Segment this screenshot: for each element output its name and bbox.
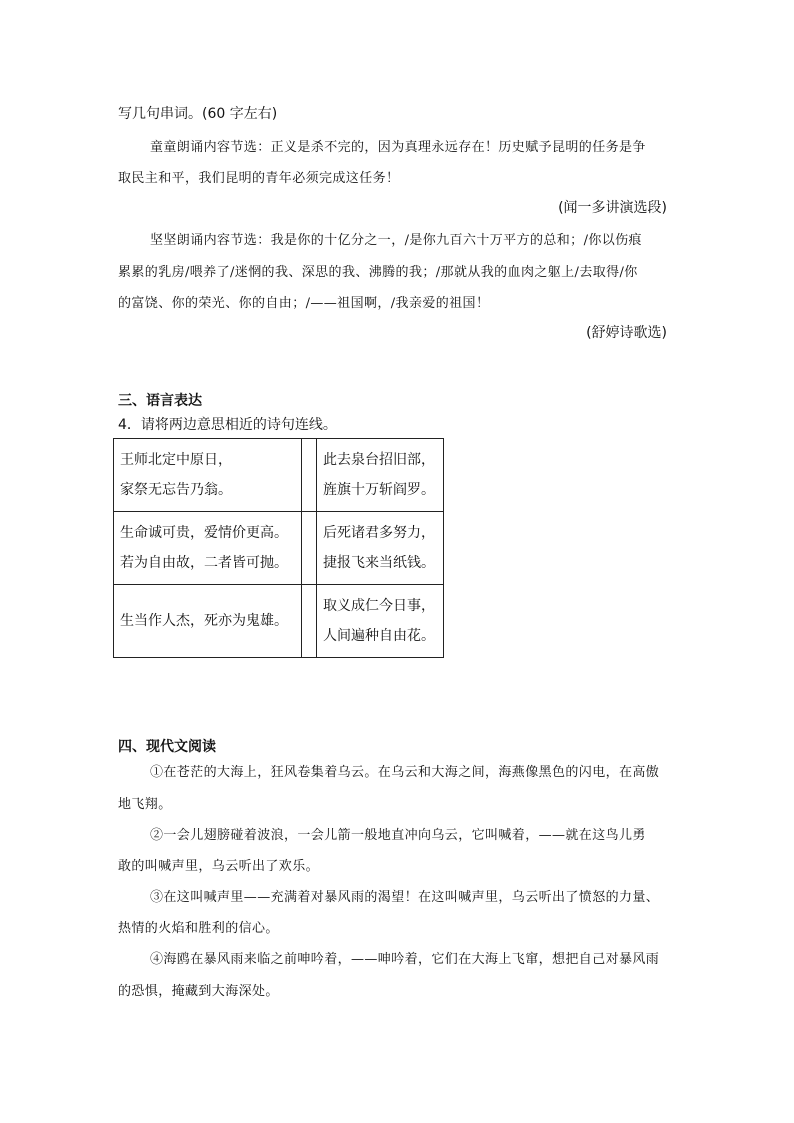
- excerpt2-line2: 累累的乳房/喂养了/迷惘的我、深思的我、沸腾的我；/那就从我的血肉之躯上/去取得/你: [118, 265, 638, 280]
- paragraph1-line2: 地飞翔。: [118, 797, 172, 812]
- matching-table: [113, 438, 444, 658]
- section3-question: 4．请将两边意思相近的诗句连线。: [118, 417, 337, 433]
- section4-heading: 四、现代文阅读: [118, 739, 216, 755]
- paragraph1-line1: ①在苍茫的大海上，狂风卷集着乌云。在乌云和大海之间，海燕像黑色的闪电，在高傲: [150, 765, 660, 780]
- paragraph2-line2: 敢的叫喊声里，乌云听出了欢乐。: [118, 859, 320, 874]
- verse-line: 若为自由故，二者皆可抛。: [120, 555, 288, 571]
- verse-line: 生命诚可贵，爱情价更高。: [120, 525, 288, 541]
- excerpt2-source: (舒婷诗歌选): [586, 325, 667, 341]
- intro-line: 写几句串词。(60 字左右): [118, 106, 278, 122]
- verse-line: 人间遍种自由花。: [323, 628, 435, 644]
- verse-line: 取义成仁今日事，: [323, 598, 435, 614]
- verse-line: 家祭无忘告乃翁。: [120, 482, 232, 498]
- excerpt2-line1: 坚坚朗诵内容节选：我是你的十亿分之一，/是你九百六十万平方的总和；/你以伤痕: [150, 233, 642, 248]
- right-verse-cell: [317, 512, 444, 585]
- section3-heading: 三、语言表达: [118, 393, 202, 409]
- paragraph4-line2: 的恐惧，掩藏到大海深处。: [118, 984, 279, 999]
- left-verse-cell: [114, 512, 302, 585]
- connect-gap[interactable]: [302, 585, 317, 658]
- matching-row: [114, 585, 444, 658]
- paragraph2-line1: ②一会儿翅膀碰着波浪，一会儿箭一般地直冲向乌云，它叫喊着，——就在这鸟儿勇: [150, 828, 646, 843]
- verse-line: 旌旗十万斩阎罗。: [323, 482, 435, 498]
- matching-row: [114, 439, 444, 512]
- left-verse-cell: [114, 585, 302, 658]
- verse-line: 后死诸君多努力，: [323, 525, 435, 541]
- paragraph3-line2: 热情的火焰和胜利的信心。: [118, 921, 279, 936]
- right-verse-cell: [317, 585, 444, 658]
- verse-line: 捷报飞来当纸钱。: [323, 555, 435, 571]
- right-verse-cell: [317, 439, 444, 512]
- verse-line: 王师北定中原日，: [120, 452, 232, 468]
- excerpt1-source: (闻一多讲演选段): [558, 200, 667, 216]
- matching-row: [114, 512, 444, 585]
- verse-line: 此去泉台招旧部，: [323, 452, 435, 468]
- left-verse-cell: [114, 439, 302, 512]
- verse-line: 生当作人杰，死亦为鬼雄。: [120, 613, 288, 629]
- paragraph4-line1: ④海鸥在暴风雨来临之前呻吟着，——呻吟着，它们在大海上飞窜，想把自己对暴风雨: [150, 952, 660, 967]
- connect-gap[interactable]: [302, 439, 317, 512]
- connect-gap[interactable]: [302, 512, 317, 585]
- excerpt1-line1: 童童朗诵内容节选：正义是杀不完的，因为真理永远存在！历史赋予昆明的任务是争: [150, 140, 646, 155]
- excerpt2-line3: 的富饶、你的荣光、你的自由；/——祖国啊，/我亲爱的祖国！: [118, 296, 490, 311]
- paragraph3-line1: ③在这叫喊声里——充满着对暴风雨的渴望！在这叫喊声里，乌云听出了愤怒的力量、: [150, 890, 660, 905]
- excerpt1-line2: 取民主和平，我们昆明的青年必须完成这任务！: [118, 171, 400, 186]
